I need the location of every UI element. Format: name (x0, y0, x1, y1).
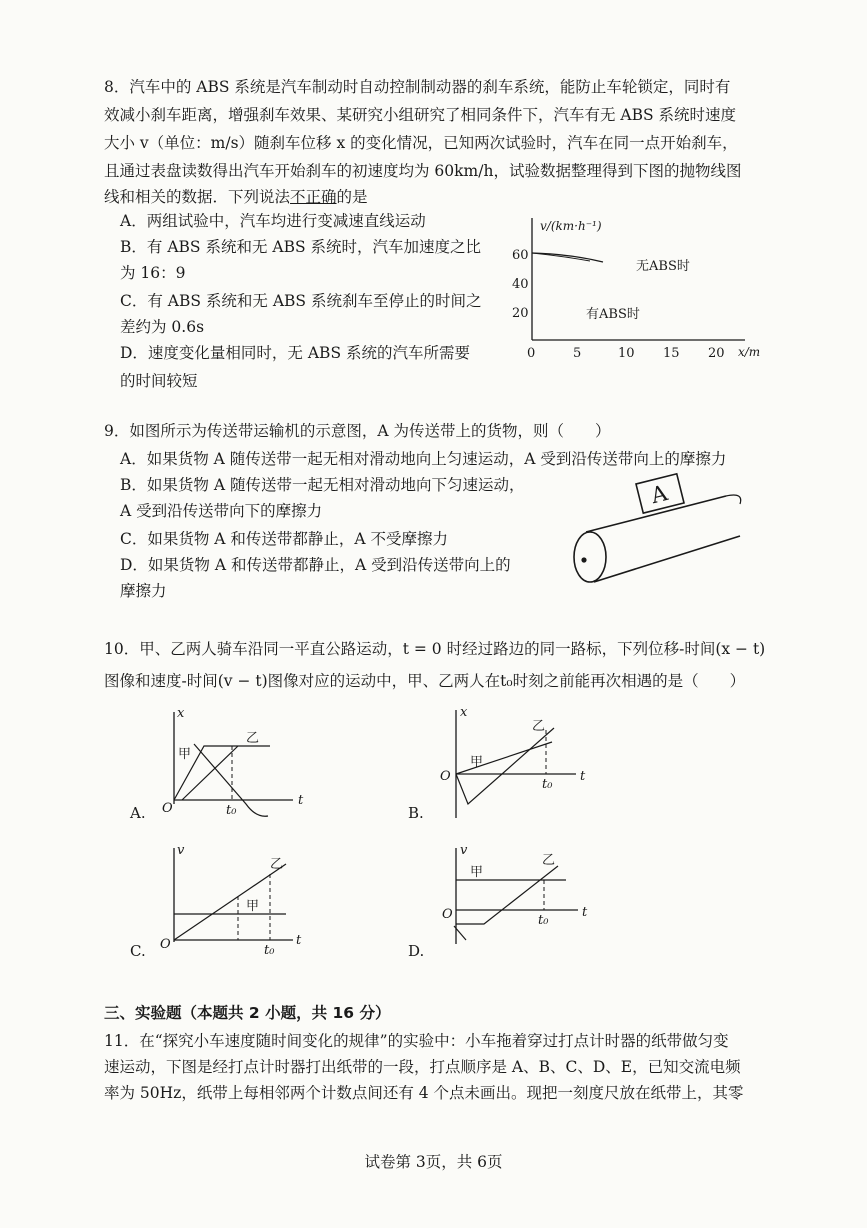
q11-line-1: 11．在“探究小车速度随时间变化的规律”的实验中：小车拖着穿过打点计时器的纸带做匀变 (104, 1032, 729, 1050)
section-3-title: 三、实验题（本题共 2 小题，共 16 分） (104, 1004, 391, 1022)
q9-option-a: A．如果货物 A 随传送带一起无相对滑动地向上匀速运动，A 受到沿传送带向上的摩擦力 (120, 450, 727, 468)
q8-chart-x-tick-0: 0 (527, 346, 536, 361)
q8-chart-x-tick-15: 15 (663, 346, 680, 361)
q10-graph-d-x-label: t (582, 905, 588, 920)
q9-option-d-line-1: D．如果货物 A 和传送带都静止，A 受到沿传送带向上的 (120, 556, 511, 574)
q10-graph-a-origin: O (162, 801, 173, 816)
q10-graph-a-letter: A. (130, 804, 146, 822)
q9-belt-end-curve (726, 495, 741, 504)
q8-option-d-line-1: D．速度变化量相同时，无 ABS 系统的汽车所需要 (120, 344, 470, 362)
q8-chart-x-tick-10: 10 (618, 346, 635, 361)
q10-stem-line-1: 10．甲、乙两人骑车沿同一平直公路运动，t = 0 时经过路边的同一路标，下列位移-时间(x − t) (104, 640, 766, 658)
q10-graph-d (406, 840, 596, 970)
q10-graph-d-yi: 乙 (542, 853, 556, 868)
q8-option-c-line-1: C．有 ABS 系统和无 ABS 系统刹车至停止的时间之 (120, 292, 482, 310)
q9-cargo-label: A (648, 481, 671, 510)
q9-option-b-line-2: A 受到沿传送带向下的摩擦力 (120, 502, 323, 520)
q9-stem: 9．如图所示为传送带运输机的示意图，A 为传送带上的货物，则（ ） (104, 422, 611, 440)
q9-option-c: C．如果货物 A 和传送带都静止，A 不受摩擦力 (120, 530, 449, 548)
q8-chart-x-tick-20: 20 (708, 346, 725, 361)
q10-graph-d-t0: t₀ (538, 913, 549, 928)
q8-stem-line-1: 8．汽车中的 ABS 系统是汽车制动时自动控制制动器的刹车系统，能防止车轮锁定，同时有 (104, 78, 731, 96)
q9-option-d-line-2: 摩擦力 (120, 582, 167, 600)
q8-stem-line-3: 大小 v（单位：m/s）随刹车位移 x 的变化情况，已知两次试验时，汽车在同一点开始刹车， (104, 134, 738, 152)
q8-chart-y-tick-20: 20 (512, 306, 529, 321)
q8-option-b-line-2: 为 16：9 (120, 264, 186, 282)
q9-conveyor-diagram (568, 478, 748, 588)
q8-option-b-line-1: B．有 ABS 系统和无 ABS 系统时，汽车加速度之比 (120, 238, 482, 256)
q10-graph-d-letter: D. (408, 942, 425, 960)
q10-graph-a-y-label: x (177, 706, 185, 721)
q10-graph-a-x-label: t (298, 793, 304, 808)
q8-stem-line-5a: 线和相关的数据．下列说法 (104, 188, 291, 206)
q8-option-d-line-2: 的时间较短 (120, 372, 198, 390)
q10-graph-a-t0: t₀ (226, 803, 237, 818)
q10-graph-b-y-label: x (460, 705, 468, 720)
q10-graph-c-x-label: t (296, 933, 302, 948)
q8-chart-x-label: x/m (738, 345, 761, 359)
page-footer: 试卷第 3页，共 6页 (364, 1153, 503, 1171)
q10-stem-line-2: 图像和速度-时间(v − t)图像对应的运动中，甲、乙两人在t₀时刻之前能再次相遇的是（ ） (104, 672, 746, 690)
q10-graph-b-jia: 甲 (470, 755, 484, 770)
q10-graph-b-letter: B. (408, 804, 424, 822)
q11-line-3: 率为 50Hz，纸带上每相邻两个计数点间还有 4 个点未画出。现把一刻度尺放在纸带上，其零 (104, 1084, 744, 1102)
q8-stem-line-5 (104, 186, 368, 208)
q8-option-c-line-2: 差约为 0.6s (120, 318, 205, 336)
q8-label-abs: 有ABS时 (586, 307, 640, 322)
q8-stem-line-4: 且通过表盘读数得出汽车开始刹车的初速度均为 60km/h，试验数据整理得到下图的抛物线图 (104, 162, 742, 180)
q10-graph-c-yi-line (174, 864, 286, 940)
q10-graph-c-y-label: v (177, 843, 185, 858)
q8-option-a: A．两组试验中，汽车均进行变减速直线运动 (120, 212, 426, 230)
q8-stem-line-2: 效减小刹车距离，增强刹车效果、某研究小组研究了相同条件下，汽车有无 ABS 系统时速度 (104, 106, 737, 124)
q10-graph-a-yi: 乙 (246, 731, 260, 746)
q10-graph-c-letter: C. (130, 942, 146, 960)
q11-line-2: 速运动，下图是经打点计时器打出纸带的一段，打点顺序是 A、B、C、D、E，已知交流电频 (104, 1058, 741, 1076)
q10-graph-a (128, 700, 318, 830)
q8-velocity-chart (500, 210, 770, 370)
q10-graph-c-yi: 乙 (270, 857, 284, 872)
q10-graph-c (128, 840, 318, 970)
q10-graph-b-t0: t₀ (542, 777, 553, 792)
q8-label-no-abs: 无ABS时 (636, 259, 690, 274)
q8-stem-line-5b: 的是 (336, 188, 368, 206)
q9-roller (574, 532, 606, 582)
q9-cargo-box (636, 474, 684, 513)
q10-graph-d-y-label: v (460, 843, 468, 858)
q10-graph-c-t0: t₀ (264, 943, 275, 958)
q9-roller-axle (581, 557, 586, 562)
q10-graph-c-origin: O (160, 937, 171, 952)
q8-chart-y-tick-40: 40 (512, 277, 529, 292)
q8-underlined-word: 不正确 (290, 188, 337, 206)
q10-graph-b-yi: 乙 (532, 719, 546, 734)
q10-graph-b-x-label: t (580, 769, 586, 784)
q8-chart-y-tick-60: 60 (512, 248, 529, 263)
q10-graph-b (406, 700, 596, 830)
q9-belt-bottom-edge (594, 536, 740, 582)
q10-graph-a-jia: 甲 (178, 747, 192, 762)
q8-chart-y-label: v/(km·h⁻¹) (540, 219, 602, 233)
q10-graph-b-origin: O (440, 769, 451, 784)
q10-graph-d-origin: O (442, 907, 453, 922)
q9-option-b-line-1: B．如果货物 A 随传送带一起无相对滑动地向下匀速运动， (120, 476, 525, 494)
q10-graph-d-jia: 甲 (470, 865, 484, 880)
q8-chart-x-tick-5: 5 (573, 346, 582, 361)
q10-graph-c-jia: 甲 (246, 899, 260, 914)
